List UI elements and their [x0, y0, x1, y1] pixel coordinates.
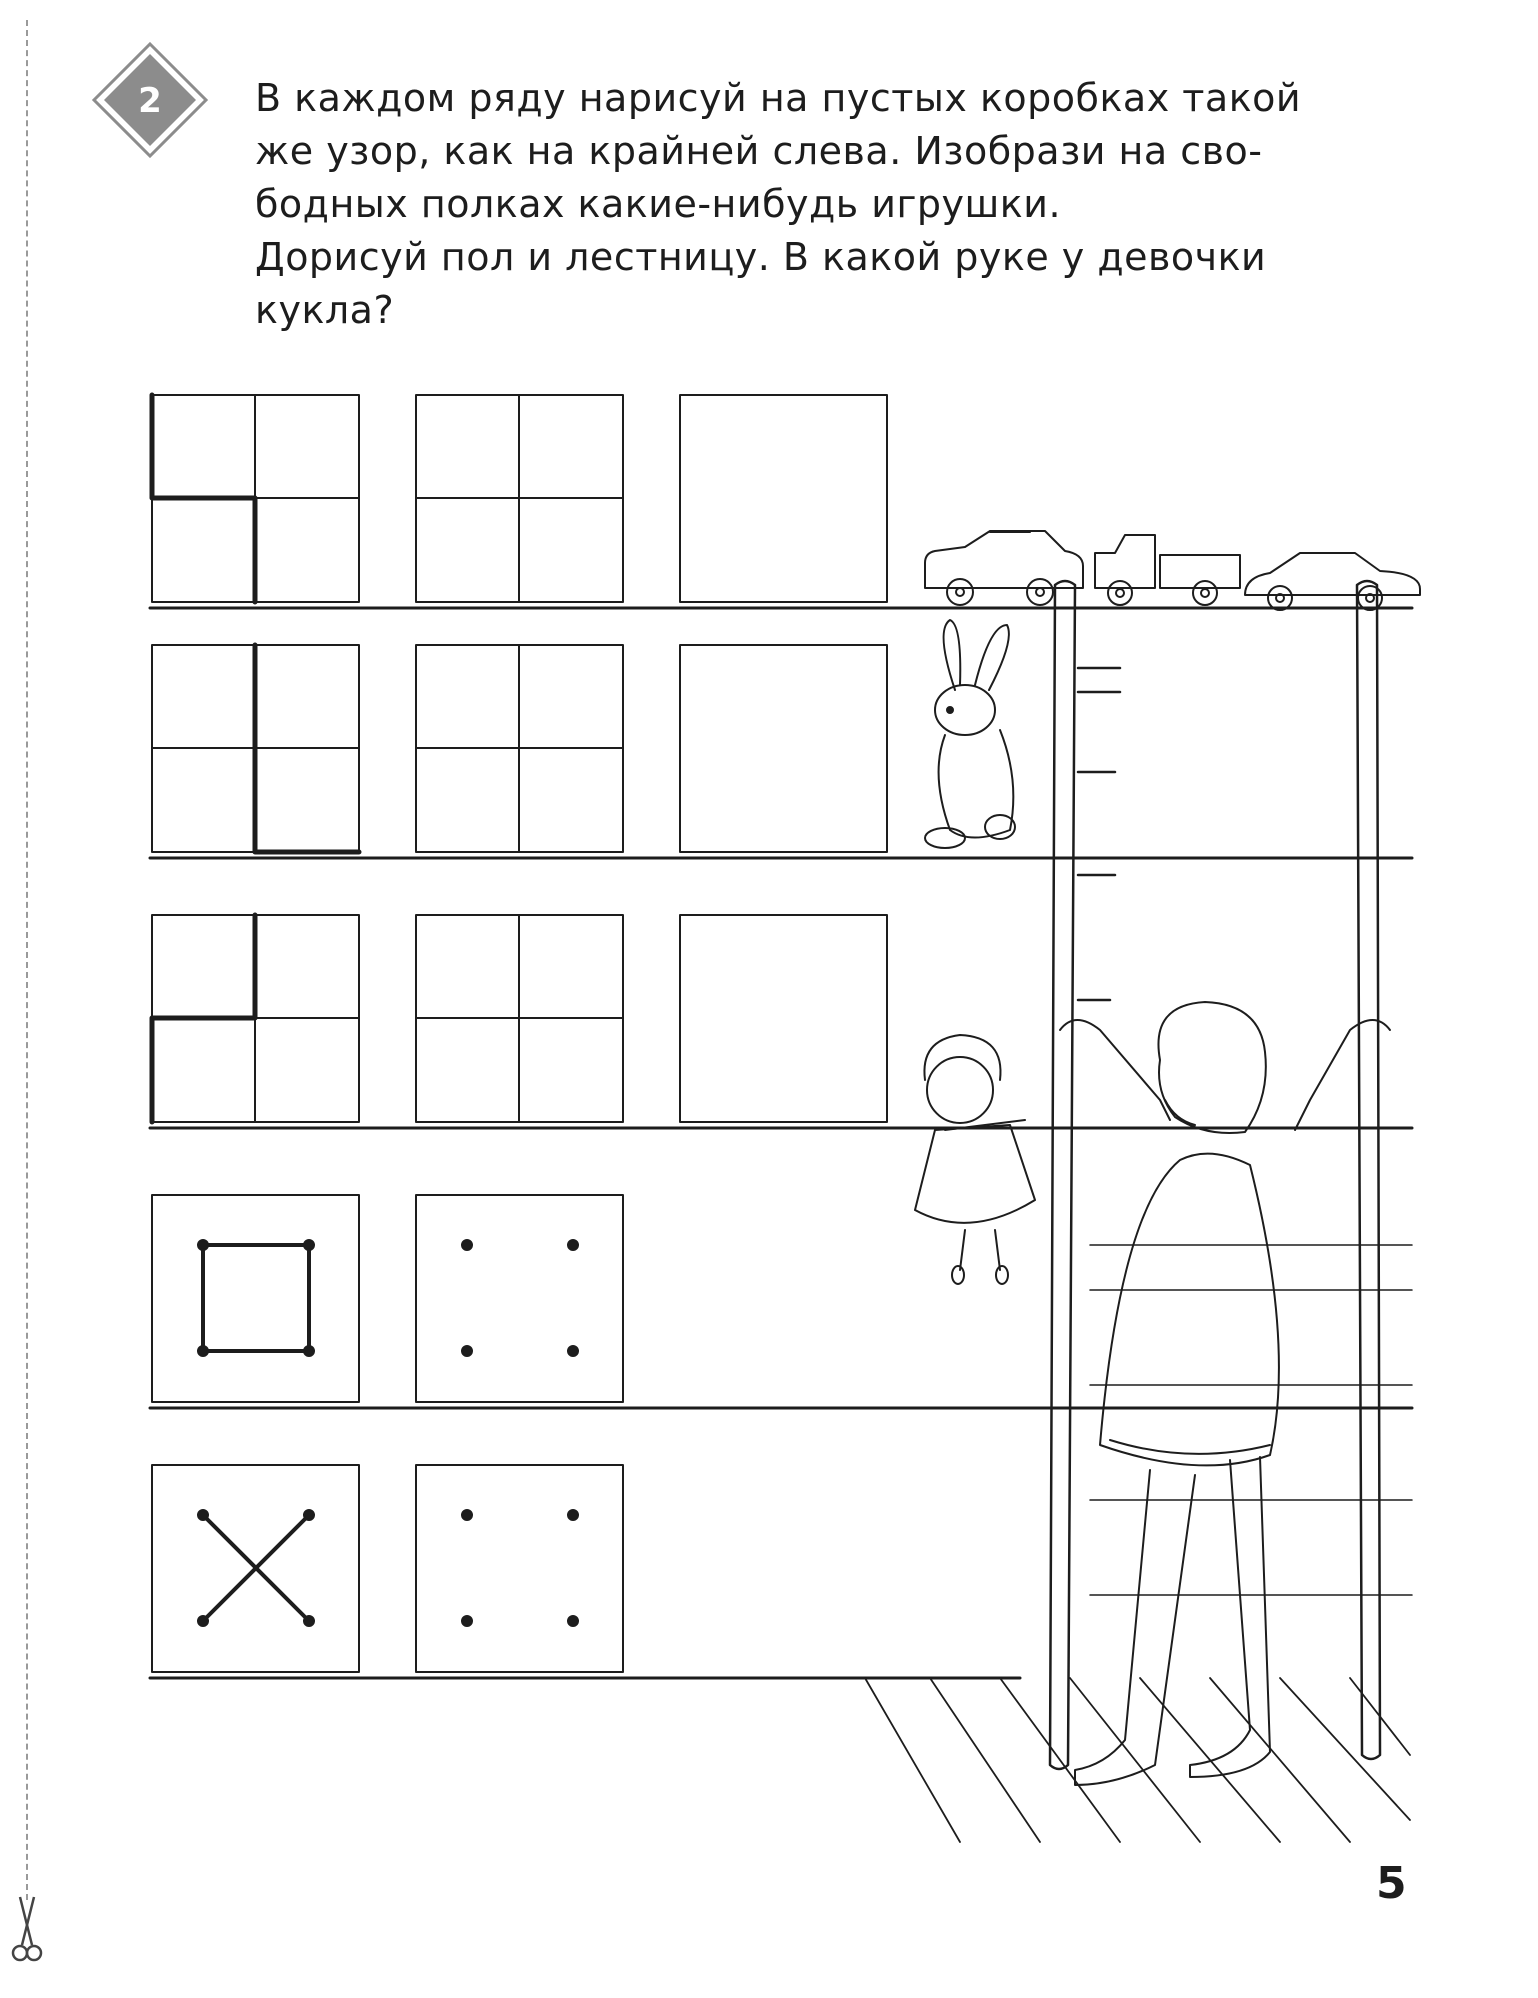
car-icon [1245, 553, 1420, 610]
pattern-box [152, 1195, 359, 1402]
truck-icon [1095, 535, 1240, 605]
doll-icon [915, 1035, 1035, 1284]
dots-box[interactable] [416, 1195, 623, 1402]
row-4 [150, 1195, 1412, 1408]
ladder [1050, 581, 1380, 1769]
floor [865, 1678, 1410, 1842]
car-icon [925, 531, 1083, 605]
question-line: кукла? [255, 288, 395, 332]
exercise-number: 2 [138, 81, 162, 121]
background-shelves [1090, 1245, 1412, 1595]
row-1 [150, 395, 1412, 608]
question-line: Дорисуй пол и лестницу. В какой руке у девочки [255, 235, 1267, 279]
instruction-line: же узор, как на крайней слева. Изобрази на сво- [255, 129, 1263, 173]
girl-figure [1060, 1002, 1390, 1785]
dots-box[interactable] [416, 1465, 623, 1672]
page-number: 5 [1376, 1858, 1407, 1909]
row-5 [150, 1465, 1020, 1678]
empty-box[interactable] [680, 915, 887, 1122]
row-3 [150, 915, 1412, 1128]
instruction-line: В каждом ряду нарисуй на пустых коробках такой [255, 76, 1302, 120]
empty-box[interactable] [680, 645, 887, 852]
row-2 [150, 645, 1412, 858]
empty-box[interactable] [680, 395, 887, 602]
rabbit-icon [925, 620, 1015, 848]
instruction-line: бодных полках какие-нибудь игрушки. [255, 182, 1062, 226]
